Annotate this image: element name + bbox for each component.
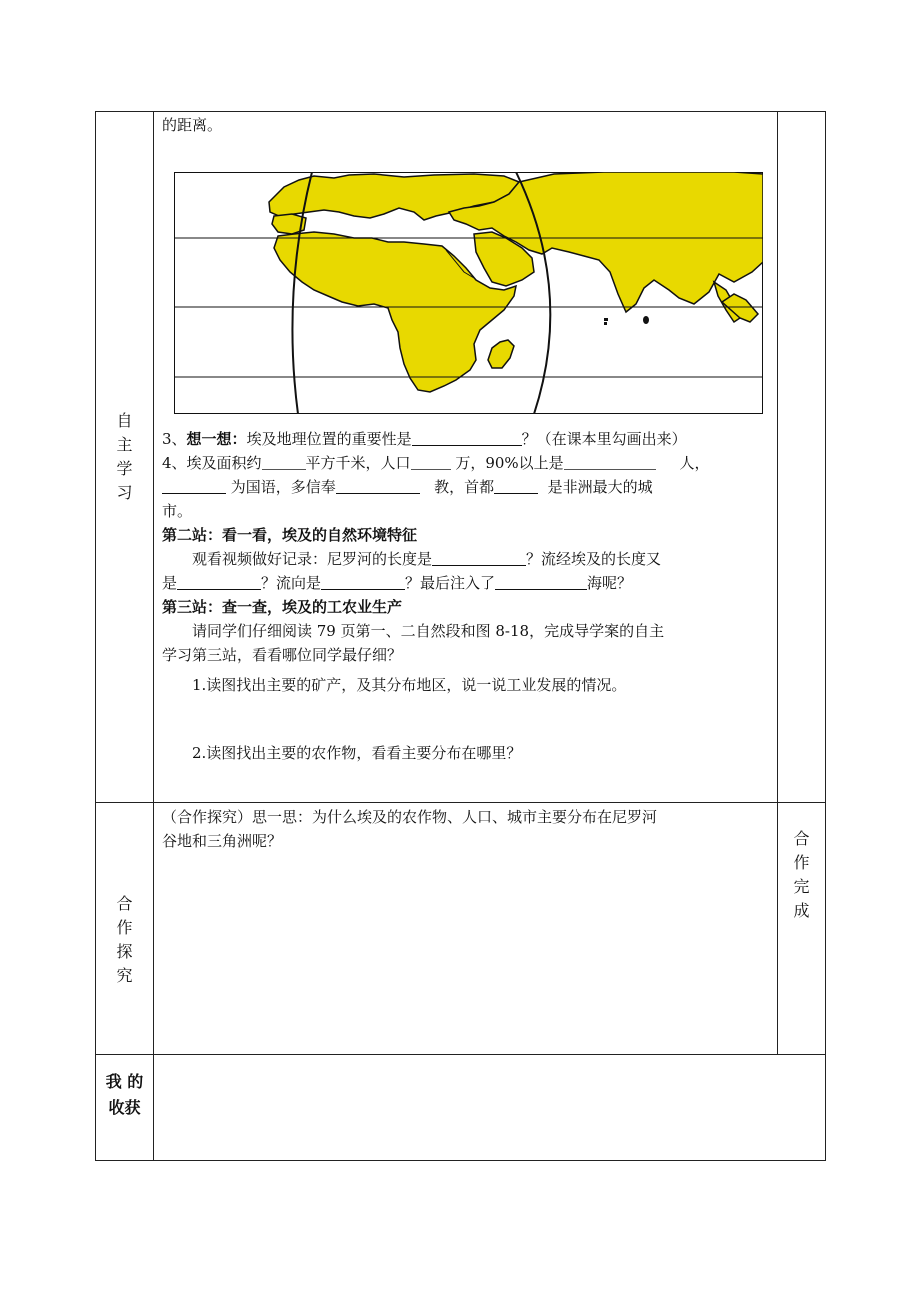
station-3-line-2: 学习第三站，看看哪位同学最仔细？ xyxy=(162,646,403,664)
intro-text: 的距离。 xyxy=(162,116,223,134)
answer-blank[interactable] xyxy=(412,429,522,446)
station-3-line-1: 请同学们仔细阅读 79 页第一、二自然段和图 8-18，完成导学案的自主 xyxy=(192,622,665,640)
station-2-line-2: 是 ？流向是 ？最后注入了 海呢？ xyxy=(162,574,633,592)
answer-blank[interactable] xyxy=(321,573,405,590)
cooperation-label-cell xyxy=(96,803,154,1054)
self-study-content xyxy=(162,112,773,137)
answer-blank[interactable] xyxy=(495,573,587,590)
answer-blank[interactable] xyxy=(494,477,538,494)
world-map-africa xyxy=(174,172,763,414)
self-study-questions xyxy=(162,427,773,765)
station-2-line-1: 观看视频做好记录：尼罗河的长度是 ？流经埃及的长度又 xyxy=(192,550,662,568)
harvest-label-line-2: 收获 xyxy=(108,1098,141,1117)
station-3-task-2: 2.读图找出主要的农作物，看看主要分布在哪里？ xyxy=(192,744,522,762)
answer-blank[interactable] xyxy=(411,453,451,470)
station-2-title: 第二站：看一看，埃及的自然环境特征 xyxy=(162,526,418,544)
self-study-label: 自主学习 xyxy=(116,411,133,502)
answer-blank[interactable] xyxy=(177,573,261,590)
answer-blank[interactable] xyxy=(432,549,526,566)
harvest-label-cell xyxy=(96,1055,154,1160)
worksheet-table xyxy=(95,111,826,1161)
station-3-task-1: 1.读图找出主要的矿产，及其分布地区，说一说工业发展的情况。 xyxy=(192,676,627,694)
cooperation-right-cell xyxy=(777,803,825,1054)
cooperation-line-1: （合作探究）思一思：为什么埃及的农作物、人口、城市主要分布在尼罗河 xyxy=(162,808,658,826)
question-4-line-2: 为国语，多信奉 教，首都 是非洲最大的城 xyxy=(162,475,773,499)
harvest-row xyxy=(96,1054,825,1160)
cooperation-line-2: 谷地和三角洲呢？ xyxy=(162,832,283,850)
answer-blank[interactable] xyxy=(162,477,226,494)
cooperation-complete-label: 合作完成 xyxy=(793,829,810,920)
harvest-answer-area[interactable] xyxy=(154,1055,825,1160)
cooperation-row xyxy=(96,802,825,1054)
station-3-title: 第三站：查一查，埃及的工农业生产 xyxy=(162,598,403,616)
self-study-right-cell xyxy=(777,112,825,802)
self-study-row xyxy=(96,112,825,802)
answer-blank[interactable] xyxy=(336,477,420,494)
question-4-line-3: 市。 xyxy=(162,502,193,520)
harvest-label-line-1: 我 的 xyxy=(105,1072,144,1091)
question-4-line-1: 4、埃及面积约 平方千米，人口 万，90%以上是 人， xyxy=(162,454,710,472)
cooperation-label: 合作探究 xyxy=(116,893,133,985)
question-3: 3、想一想：埃及地理位置的重要性是 ？（在课本里勾画出来） xyxy=(162,430,687,448)
answer-blank[interactable] xyxy=(564,453,656,470)
self-study-label-cell xyxy=(96,112,154,802)
answer-blank[interactable] xyxy=(262,453,306,470)
cooperation-content xyxy=(162,805,773,853)
